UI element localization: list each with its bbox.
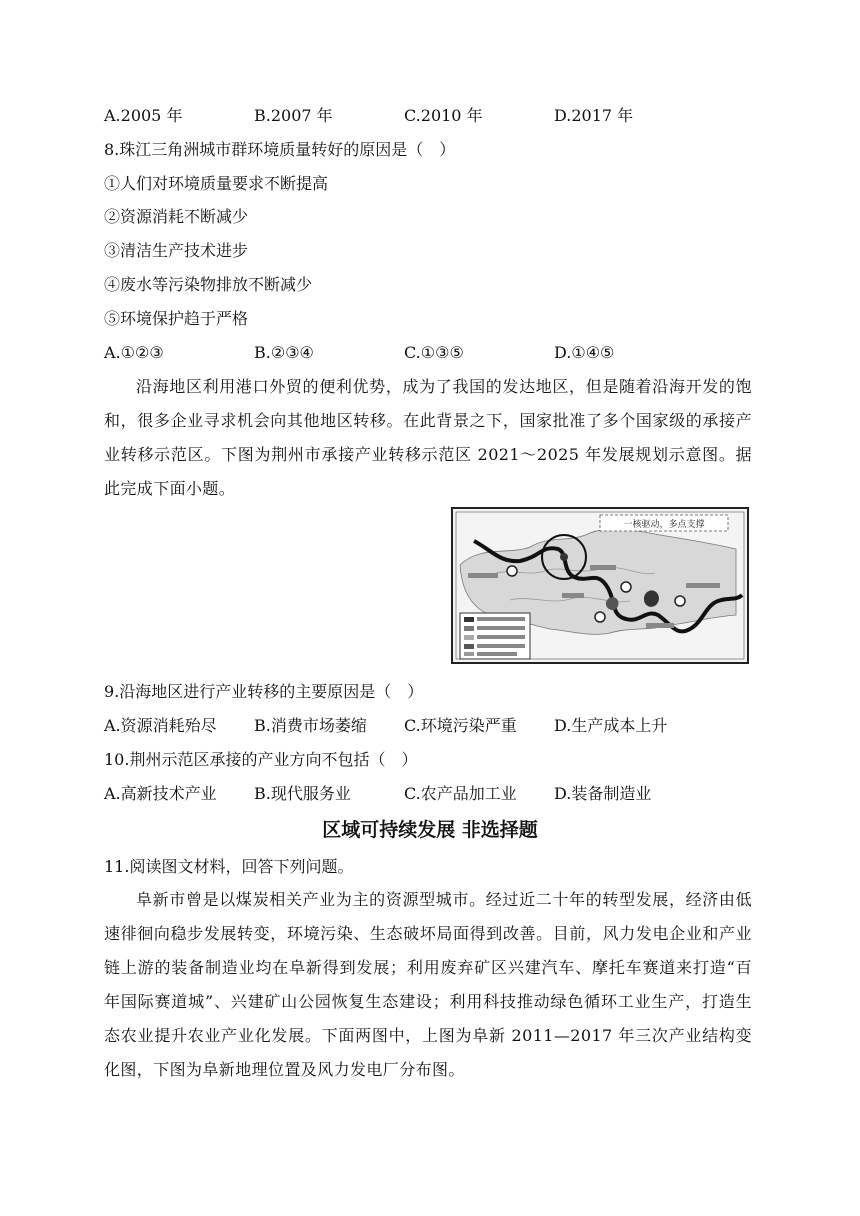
q10-option-c[interactable]: C.农产品加工业 — [404, 784, 517, 803]
q9-option-c[interactable]: C.环境污染严重 — [404, 716, 517, 735]
q10-option-d[interactable]: D.装备制造业 — [554, 784, 652, 803]
q8-item-3: ③清洁生产技术进步 — [104, 241, 249, 260]
q8-option-b[interactable]: B.②③④ — [254, 343, 314, 362]
q8-stem: 8.珠江三角洲城市群环境质量转好的原因是（ ） — [104, 140, 456, 159]
q8-option-c[interactable]: C.①③⑤ — [404, 343, 464, 362]
section-heading: 区域可持续发展 非选择题 — [322, 819, 538, 841]
map-banner-text: 一核驱动，多点支撑 — [623, 520, 705, 530]
jingzhou-plan-map — [450, 505, 752, 667]
q9-stem: 9.沿海地区进行产业转移的主要原因是（ ） — [104, 682, 424, 701]
q8-item-2: ②资源消耗不断减少 — [104, 207, 249, 226]
q7-option-d[interactable]: D.2017 年 — [554, 106, 634, 125]
material-paragraph: 沿海地区利用港口外贸的便利优势，成为了我国的发达地区，但是随着沿海开发的饱和，很多企业寻求机会向其他地区转移。在此背景之下，国家批准了多个国家级的承接产业转移示范区。下图为荆州市承接产业转移示范区 2021～2025 年发展规划示意图。据此完成下面小题。 — [104, 377, 752, 498]
q8-item-1: ①人们对环境质量要求不断提高 — [104, 174, 329, 193]
q8-options — [104, 343, 744, 363]
q8-item-4: ④废水等污染物排放不断减少 — [104, 275, 313, 294]
q7-option-b[interactable]: B.2007 年 — [254, 106, 333, 125]
q9-option-d[interactable]: D.生产成本上升 — [554, 716, 668, 735]
q7-option-c[interactable]: C.2010 年 — [404, 106, 483, 125]
q10-options — [104, 784, 744, 804]
q11-paragraph: 阜新市曾是以煤炭相关产业为主的资源型城市。经过近二十年的转型发展，经济由低速徘徊向稳步发展转变，环境污染、生态破坏局面得到改善。目前，风力发电企业和产业链上游的装备制造业均在阜新得到发展；利用废弃矿区兴建汽车、摩托车赛道来打造“百年国际赛道城”、兴建矿山公园恢复生态建设；利用科技推动绿色循环工业生产，打造生态农业提升农业产业化发展。下面两图中，上图为阜新 2011—2017 年三次产业结构变化图，下图为阜新地理位置及风力发电厂分布图。 — [104, 890, 752, 1079]
q7-options — [104, 106, 744, 126]
q10-stem: 10.荆州示范区承接的产业方向不包括（ ） — [104, 750, 418, 769]
q11-stem: 11.阅读图文材料，回答下列问题。 — [104, 857, 354, 876]
q10-option-b[interactable]: B.现代服务业 — [254, 784, 351, 803]
q7-option-a[interactable]: A.2005 年 — [104, 106, 183, 125]
q9-option-b[interactable]: B.消费市场萎缩 — [254, 716, 367, 735]
q8-option-d[interactable]: D.①④⑤ — [554, 343, 615, 362]
q9-options — [104, 716, 744, 736]
q8-item-5: ⑤环境保护趋于严格 — [104, 309, 249, 328]
q8-option-a[interactable]: A.①②③ — [104, 343, 164, 362]
q9-option-a[interactable]: A.资源消耗殆尽 — [104, 716, 217, 735]
q10-option-a[interactable]: A.高新技术产业 — [104, 784, 217, 803]
